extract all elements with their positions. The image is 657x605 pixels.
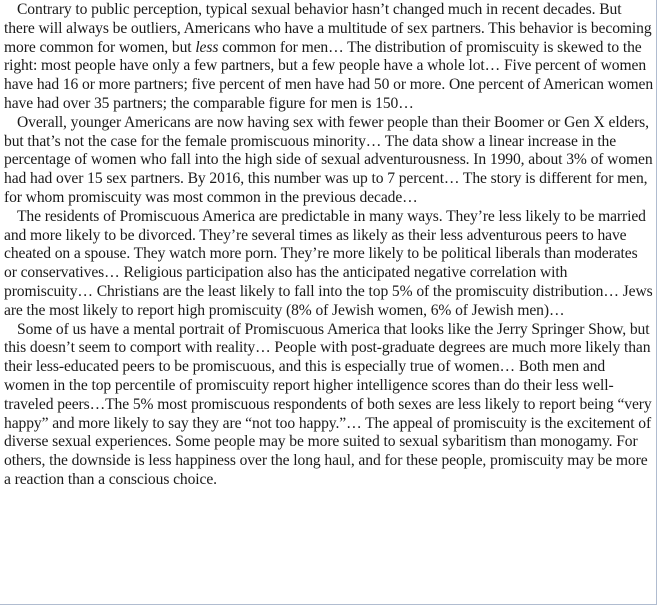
paragraph-4 bbox=[4, 321, 654, 490]
paragraph-1-text-a: Contrary to public perception, typical sexual behavior hasn’t changed much in recent decades. But there will always be outliers, Americans who have a multitude of sex partners. This behavior is becoming more common for women, but bbox=[4, 1, 652, 56]
paragraph-3 bbox=[4, 208, 654, 321]
paragraph-2-text: Overall, younger Americans are now having sex with fewer people than their Boomer or Gen X elders, but that’s not the case for the female promiscuous minority… The data show a linear increase in the percentage of women who fall into the high side of sexual adventurousness. In 1990, about 3% of women had had over 15 sex partners. By 2016, this number was up to 7 percent… The story is different for men, for whom promiscuity was most common in the previous decade… bbox=[4, 113, 653, 206]
paragraph-1 bbox=[4, 1, 654, 114]
paragraph-1-italic-less: less bbox=[195, 38, 219, 56]
paragraph-1-text-b: common for men… The distribution of promiscuity is skewed to the right: most people have only a few partners, but a few people have a whole lot… Five percent of women have had 16 or more partners; five percent of men have had 50 or more. One percent of American women have had over 35 partners; the comparable figure for men is 150… bbox=[4, 38, 654, 112]
paragraph-4-text: Some of us have a mental portrait of Promiscuous America that looks like the Jerry Springer Show, but this doesn’t seem to comport with reality… People with post-graduate degrees are much more likely than their less-educated peers to be promiscuous, and this is especially true of women… Both men and women in the top percentile of promiscuity report higher intelligence scores than do their less well-traveled peers…The 5% most promiscuous respondents of both sexes are less likely to report being “very happy” and more likely to say they are “not too happy.”… The appeal of promiscuity is the excitement of diverse sexual experiences. Some people may be more suited to sexual sybaritism than monogamy. For others, the downside is less happiness over the long haul, and for these people, promiscuity may be more a reaction than a conscious choice. bbox=[4, 320, 652, 488]
paragraph-3-text: The residents of Promiscuous America are predictable in many ways. They’re less likely to be married and more likely to be divorced. They’re several times as likely as their less adventurous peers to have cheated on a spouse. They watch more porn. They’re more likely to be political liberals than moderates or conservatives… Religious participation also has the anticipated negative correlation with promiscuity… Christians are the least likely to fall into the top 5% of the promiscuity distribution… Jews are the most likely to report high promiscuity (8% of Jewish women, 6% of Jewish men)… bbox=[4, 207, 653, 319]
paragraph-2 bbox=[4, 114, 654, 208]
